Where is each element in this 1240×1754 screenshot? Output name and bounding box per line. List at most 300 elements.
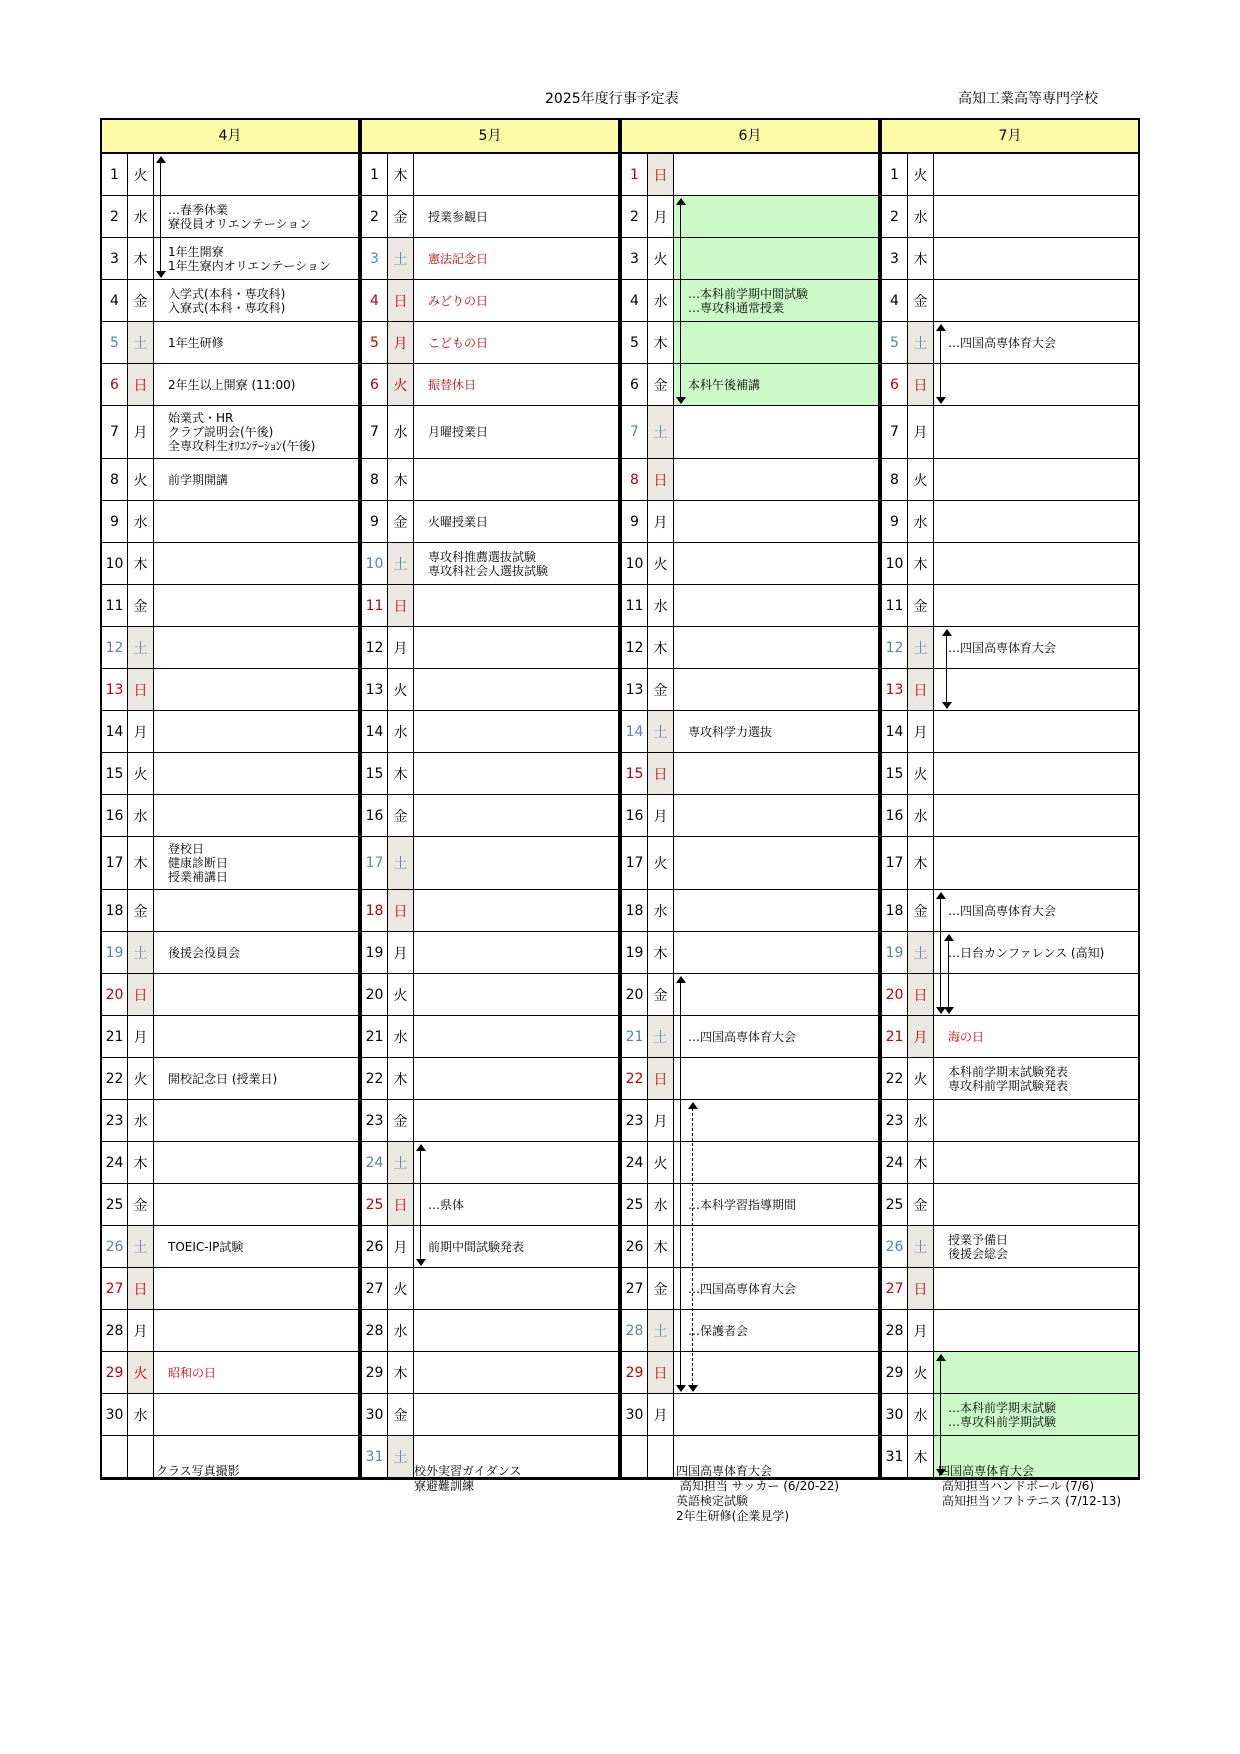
weekday: 土 (128, 627, 154, 668)
month-header: 4月 (102, 118, 358, 154)
event-text (674, 627, 878, 668)
event-text (934, 238, 1138, 279)
day-row (882, 280, 1138, 322)
event-text (414, 753, 618, 794)
event-text (674, 1142, 878, 1183)
event-text: 開校記念日 (授業日) (168, 1071, 278, 1086)
day-number: 21 (362, 1016, 388, 1057)
day-row (622, 1268, 878, 1310)
day-row (882, 669, 1138, 711)
day-row (102, 501, 358, 543)
weekday: 月 (388, 932, 414, 973)
event-text: …県体 (428, 1197, 465, 1212)
event-text (154, 1394, 358, 1435)
day-number: 16 (362, 795, 388, 836)
day-number: 20 (622, 974, 648, 1015)
weekday: 月 (648, 501, 674, 542)
event-text (934, 501, 1138, 542)
day-row (362, 322, 618, 364)
event-text: …四国高専体育大会 (688, 1281, 797, 1296)
weekday: 月 (648, 795, 674, 836)
day-rows (102, 154, 358, 1480)
event-text: …春季休業 寮役員オリエンテーション (168, 202, 312, 231)
day-number: 6 (102, 364, 128, 405)
day-number: 30 (362, 1394, 388, 1435)
day-number: 3 (362, 238, 388, 279)
day-number: 22 (362, 1058, 388, 1099)
day-row (102, 280, 358, 322)
event-text: 海の日 (948, 1029, 985, 1044)
event-text (934, 1142, 1138, 1183)
event-text: …保護者会 (688, 1323, 749, 1338)
weekday (128, 1436, 154, 1477)
day-row (622, 364, 878, 406)
event-text (674, 890, 878, 931)
day-row (622, 1100, 878, 1142)
weekday: 月 (908, 1016, 934, 1057)
weekday: 金 (908, 585, 934, 626)
day-number: 13 (622, 669, 648, 710)
weekday: 火 (908, 459, 934, 500)
day-number: 28 (102, 1310, 128, 1351)
day-row (882, 364, 1138, 406)
day-row (102, 196, 358, 238)
day-number: 24 (362, 1142, 388, 1183)
event-text (674, 1100, 878, 1141)
event-text (154, 753, 358, 794)
day-number: 5 (882, 322, 908, 363)
event-text (934, 753, 1138, 794)
day-number: 2 (102, 196, 128, 237)
day-row (882, 1100, 1138, 1142)
day-number: 24 (882, 1142, 908, 1183)
weekday: 土 (648, 1016, 674, 1057)
day-row (882, 753, 1138, 795)
day-row (362, 543, 618, 585)
weekday: 水 (388, 711, 414, 752)
event-text: 登校日 健康診断日 授業補講日 (168, 842, 229, 884)
weekday: 月 (128, 406, 154, 458)
event-text (154, 1100, 358, 1141)
day-row (622, 238, 878, 280)
event-text (414, 1058, 618, 1099)
day-row (882, 196, 1138, 238)
event-text (934, 795, 1138, 836)
day-row (362, 1142, 618, 1184)
day-row (622, 1394, 878, 1436)
day-row (622, 1016, 878, 1058)
day-row (362, 627, 618, 669)
weekday: 土 (128, 932, 154, 973)
weekday: 水 (128, 1394, 154, 1435)
day-number: 29 (882, 1352, 908, 1393)
day-number: 26 (882, 1226, 908, 1267)
day-number: 6 (882, 364, 908, 405)
day-row (362, 280, 618, 322)
day-number: 13 (362, 669, 388, 710)
day-number: 3 (622, 238, 648, 279)
weekday: 火 (128, 154, 154, 195)
weekday: 日 (388, 890, 414, 931)
day-number: 31 (882, 1436, 908, 1477)
event-text: 授業参観日 (428, 209, 489, 224)
weekday: 火 (388, 1268, 414, 1309)
weekday: 土 (648, 1310, 674, 1351)
event-text (414, 711, 618, 752)
day-row (882, 1142, 1138, 1184)
month-header: 5月 (362, 118, 618, 154)
day-number: 23 (362, 1100, 388, 1141)
weekday: 土 (388, 1436, 414, 1477)
weekday: 水 (908, 1100, 934, 1141)
weekday: 木 (908, 837, 934, 889)
weekday: 木 (648, 627, 674, 668)
event-text: …本科前学期末試験 …専攻科前学期試験 (934, 1394, 1138, 1435)
document-title: 2025年度行事予定表 (545, 91, 679, 107)
day-number: 22 (622, 1058, 648, 1099)
weekday: 金 (648, 1268, 674, 1309)
day-row (362, 932, 618, 974)
month-column (880, 118, 1140, 1480)
weekday: 火 (388, 669, 414, 710)
weekday: 土 (388, 837, 414, 889)
weekday: 金 (388, 501, 414, 542)
day-number: 8 (102, 459, 128, 500)
event-text (414, 627, 618, 668)
day-row (362, 1058, 618, 1100)
day-row (882, 459, 1138, 501)
weekday: 火 (908, 1058, 934, 1099)
day-number: 15 (622, 753, 648, 794)
weekday: 土 (908, 1226, 934, 1267)
day-number: 23 (882, 1100, 908, 1141)
weekday: 木 (648, 932, 674, 973)
day-row (102, 364, 358, 406)
day-number: 12 (102, 627, 128, 668)
weekday: 火 (648, 543, 674, 584)
weekday: 金 (908, 890, 934, 931)
day-row (622, 837, 878, 890)
month-notes: 四国高専体育大会 高知担当ハンドボール (7/6) 高知担当ソフトテニス (7/12-13) (938, 1464, 1122, 1508)
weekday: 火 (388, 974, 414, 1015)
day-number: 22 (882, 1058, 908, 1099)
day-number: 1 (362, 154, 388, 195)
day-number: 12 (362, 627, 388, 668)
weekday: 水 (128, 795, 154, 836)
day-row (362, 1016, 618, 1058)
event-text (674, 238, 878, 279)
day-number: 3 (882, 238, 908, 279)
day-row (882, 1268, 1138, 1310)
weekday: 火 (128, 459, 154, 500)
day-number: 11 (362, 585, 388, 626)
day-number (622, 1436, 648, 1477)
event-text (934, 837, 1138, 889)
day-row (882, 1058, 1138, 1100)
weekday: 日 (128, 1268, 154, 1309)
weekday: 水 (648, 890, 674, 931)
day-row (102, 1352, 358, 1394)
event-text: 入学式(本科・専攻科) 入寮式(本科・専攻科) (168, 286, 286, 315)
day-row (362, 890, 618, 932)
day-number: 25 (102, 1184, 128, 1225)
day-number: 17 (622, 837, 648, 889)
day-row (102, 1394, 358, 1436)
day-row (882, 238, 1138, 280)
event-text (414, 890, 618, 931)
event-text (934, 585, 1138, 626)
day-row (102, 753, 358, 795)
day-row (102, 1142, 358, 1184)
event-text (154, 711, 358, 752)
weekday: 日 (648, 1352, 674, 1393)
weekday: 木 (908, 543, 934, 584)
day-number: 9 (622, 501, 648, 542)
day-row (622, 1226, 878, 1268)
day-row (102, 890, 358, 932)
day-number: 13 (102, 669, 128, 710)
day-number: 11 (102, 585, 128, 626)
weekday: 土 (388, 1142, 414, 1183)
day-rows (362, 154, 618, 1480)
event-text (674, 932, 878, 973)
day-row (362, 1184, 618, 1226)
weekday: 木 (908, 238, 934, 279)
day-number: 23 (622, 1100, 648, 1141)
day-row (882, 974, 1138, 1016)
event-text: TOEIC-IP試験 (168, 1239, 244, 1254)
month-notes: クラス写真撮影 (156, 1464, 240, 1478)
weekday: 火 (908, 753, 934, 794)
day-number: 22 (102, 1058, 128, 1099)
event-text (414, 459, 618, 500)
day-number: 17 (882, 837, 908, 889)
day-row (622, 932, 878, 974)
event-text (154, 1142, 358, 1183)
day-row (882, 837, 1138, 890)
day-row (622, 322, 878, 364)
weekday: 火 (128, 1352, 154, 1393)
event-text: 1年生研修 (168, 335, 224, 350)
weekday: 木 (648, 322, 674, 363)
weekday: 日 (648, 459, 674, 500)
day-row (102, 932, 358, 974)
weekday: 火 (648, 1142, 674, 1183)
day-number: 19 (362, 932, 388, 973)
day-row (102, 1100, 358, 1142)
day-number: 27 (622, 1268, 648, 1309)
day-number: 18 (362, 890, 388, 931)
weekday: 水 (908, 196, 934, 237)
day-number: 12 (622, 627, 648, 668)
day-row (622, 154, 878, 196)
day-number: 1 (622, 154, 648, 195)
weekday: 月 (648, 1100, 674, 1141)
event-text (414, 1100, 618, 1141)
day-number: 7 (882, 406, 908, 458)
day-number: 7 (102, 406, 128, 458)
weekday: 土 (648, 711, 674, 752)
weekday: 木 (388, 753, 414, 794)
event-text (154, 501, 358, 542)
weekday: 金 (388, 196, 414, 237)
event-text (934, 1184, 1138, 1225)
day-row (362, 711, 618, 753)
month-header: 7月 (882, 118, 1138, 154)
day-number: 2 (362, 196, 388, 237)
event-text: 2年生以上開寮 (11:00) (168, 377, 296, 392)
day-row (362, 1352, 618, 1394)
weekday: 水 (128, 1100, 154, 1141)
day-row (622, 753, 878, 795)
weekday: 木 (648, 1226, 674, 1267)
weekday: 日 (908, 1268, 934, 1309)
day-row (362, 238, 618, 280)
weekday: 日 (908, 364, 934, 405)
day-number: 16 (622, 795, 648, 836)
day-row (882, 543, 1138, 585)
event-text: 前期中間試験発表 (428, 1239, 525, 1254)
event-text (674, 1352, 878, 1393)
event-text: 月曜授業日 (428, 425, 489, 439)
day-number: 18 (622, 890, 648, 931)
event-text (414, 669, 618, 710)
day-number: 19 (622, 932, 648, 973)
day-row (362, 1394, 618, 1436)
weekday: 日 (908, 669, 934, 710)
weekday: 金 (648, 974, 674, 1015)
month-column (620, 118, 880, 1480)
day-row (362, 669, 618, 711)
event-text (934, 1268, 1138, 1309)
day-row (362, 154, 618, 196)
event-text: 火曜授業日 (428, 514, 489, 529)
weekday: 水 (908, 795, 934, 836)
event-text (934, 406, 1138, 458)
event-text (154, 669, 358, 710)
event-text (154, 543, 358, 584)
day-number: 8 (362, 459, 388, 500)
day-number: 19 (882, 932, 908, 973)
event-text (934, 974, 1138, 1015)
day-row (882, 1184, 1138, 1226)
day-row (622, 1184, 878, 1226)
event-text (674, 585, 878, 626)
day-number: 2 (882, 196, 908, 237)
weekday: 月 (648, 196, 674, 237)
weekday: 月 (128, 711, 154, 752)
month-notes: 四国高専体育大会 高知担当 サッカー (6/20-22) 英語検定試験 2年生研修(企業見学) (676, 1464, 840, 1523)
day-row (882, 711, 1138, 753)
weekday: 月 (908, 406, 934, 458)
weekday: 金 (908, 1184, 934, 1225)
day-row (362, 406, 618, 459)
event-text (154, 154, 358, 195)
event-text (674, 837, 878, 889)
day-row (102, 627, 358, 669)
month-notes: 校外実習ガイダンス 寮避難訓練 (414, 1464, 522, 1493)
day-number: 19 (102, 932, 128, 973)
weekday: 月 (388, 627, 414, 668)
weekday: 日 (388, 585, 414, 626)
event-text (934, 364, 1138, 405)
weekday: 日 (908, 974, 934, 1015)
weekday: 金 (128, 585, 154, 626)
day-number: 27 (102, 1268, 128, 1309)
event-text: …本科学習指導期間 (688, 1197, 797, 1212)
month-header: 6月 (622, 118, 878, 154)
day-row (102, 1184, 358, 1226)
weekday: 木 (388, 1352, 414, 1393)
day-number: 21 (102, 1016, 128, 1057)
day-number: 31 (362, 1436, 388, 1477)
day-row (102, 837, 358, 890)
event-text (674, 795, 878, 836)
day-row (102, 238, 358, 280)
day-row (882, 1310, 1138, 1352)
event-text: 本科午後補講 (674, 364, 878, 405)
event-text (934, 196, 1138, 237)
event-text (674, 459, 878, 500)
day-number: 11 (622, 585, 648, 626)
event-text: …四国高専体育大会 (948, 335, 1057, 350)
day-number: 23 (102, 1100, 128, 1141)
weekday: 水 (128, 196, 154, 237)
day-number: 30 (622, 1394, 648, 1435)
event-text (934, 543, 1138, 584)
event-text (674, 501, 878, 542)
event-text (674, 753, 878, 794)
day-row (102, 669, 358, 711)
event-text (414, 585, 618, 626)
weekday: 木 (128, 837, 154, 889)
day-row (362, 501, 618, 543)
day-row (622, 890, 878, 932)
weekday: 金 (388, 1100, 414, 1141)
weekday: 月 (128, 1310, 154, 1351)
day-row (882, 1394, 1138, 1436)
event-text: みどりの日 (428, 293, 489, 308)
day-row (102, 1016, 358, 1058)
day-row (622, 459, 878, 501)
event-text (934, 459, 1138, 500)
day-row (622, 1142, 878, 1184)
day-row (362, 837, 618, 890)
day-row (882, 795, 1138, 837)
day-number: 4 (882, 280, 908, 321)
day-number: 26 (102, 1226, 128, 1267)
weekday: 火 (128, 1058, 154, 1099)
day-row (102, 1310, 358, 1352)
event-text (934, 1100, 1138, 1141)
day-number: 14 (102, 711, 128, 752)
day-row (622, 1352, 878, 1394)
event-text (674, 406, 878, 458)
event-text (414, 1016, 618, 1057)
day-number: 11 (882, 585, 908, 626)
day-row (622, 711, 878, 753)
weekday (648, 1436, 674, 1477)
weekday: 日 (648, 154, 674, 195)
day-row (622, 501, 878, 543)
day-row (362, 459, 618, 501)
day-number: 7 (362, 406, 388, 458)
event-text: 昭和の日 (168, 1365, 217, 1380)
day-number: 27 (882, 1268, 908, 1309)
weekday: 金 (128, 1184, 154, 1225)
weekday: 木 (128, 1142, 154, 1183)
weekday: 月 (128, 1016, 154, 1057)
